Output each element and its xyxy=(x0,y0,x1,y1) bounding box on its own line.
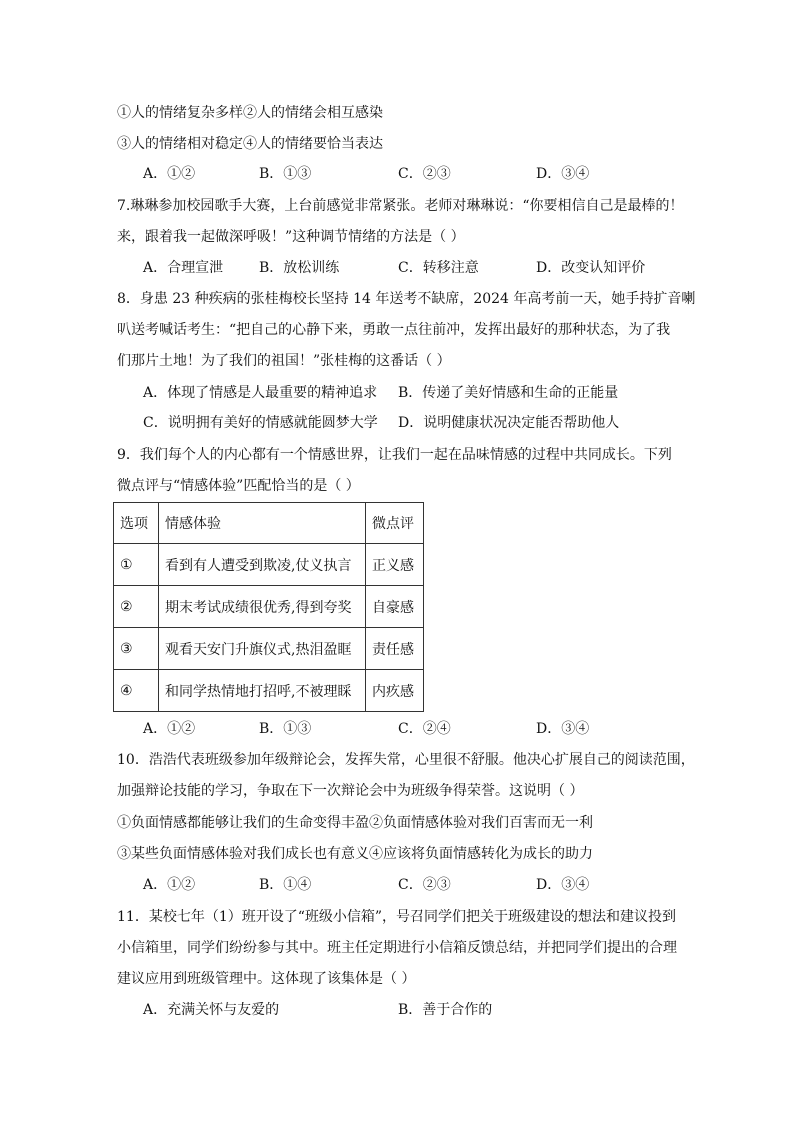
table-cell: ① xyxy=(114,544,159,586)
q11-stem-line-3: 建议应用到班级管理中。这体现了该集体是（ ） xyxy=(117,971,416,987)
table-cell: ④ xyxy=(114,670,159,712)
table-cell: 观看天安门升旗仪式,热泪盈眶 xyxy=(159,628,366,670)
q6-option-b[interactable]: B．①③ xyxy=(259,166,312,182)
q10-option-b[interactable]: B．①④ xyxy=(259,877,312,893)
q10-statements-2: ③某些负面情感体验对我们成长也有意义④应该将负面情感转化为成长的助力 xyxy=(117,846,593,862)
table-header-cell: 情感体验 xyxy=(159,503,366,544)
q8-stem-line-2: 叭送考喊话考生：“把自己的心静下来，勇敢一点往前冲，发挥出最好的那种状态，为了我 xyxy=(117,322,671,338)
q11-option-b[interactable]: B．善于合作的 xyxy=(398,1002,493,1018)
table-cell: 内疚感 xyxy=(366,670,424,712)
table-row xyxy=(114,670,424,712)
q6-statements-1: ①人的情绪复杂多样②人的情绪会相互感染 xyxy=(117,105,383,121)
q7-stem-line-1: 7.琳琳参加校园歌手大赛，上台前感觉非常紧张。老师对琳琳说：“你要相信自己是最棒的！ xyxy=(117,198,684,214)
table-header-row xyxy=(114,503,424,544)
q6-option-c[interactable]: C．②③ xyxy=(398,166,451,182)
q10-option-c[interactable]: C．②③ xyxy=(398,877,451,893)
q9-stem-line-1: 9．我们每个人的内心都有一个情感世界，让我们一起在品味情感的过程中共同成长。下列 xyxy=(117,447,672,463)
q7-stem-line-2: 来，跟着我一起做深呼吸！”这种调节情绪的方法是（ ） xyxy=(117,229,465,245)
table-row xyxy=(114,628,424,670)
q7-option-b[interactable]: B．放松训练 xyxy=(259,260,340,276)
q8-option-a[interactable]: A．体现了情感是人最重要的精神追求 xyxy=(143,385,378,401)
q6-option-d[interactable]: D．③④ xyxy=(536,166,590,182)
table-header-cell: 选项 xyxy=(114,503,159,544)
q9-option-b[interactable]: B．①③ xyxy=(259,721,312,737)
q8-option-d[interactable]: D．说明健康状况决定能否帮助他人 xyxy=(398,415,620,431)
table-header-cell: 微点评 xyxy=(366,503,424,544)
table-cell: 期末考试成绩很优秀,得到夸奖 xyxy=(159,586,366,628)
q10-stem-line-2: 加强辩论技能的学习，争取在下一次辩论会中为班级争得荣誉。这说明（ ） xyxy=(117,783,584,799)
table-cell: 自豪感 xyxy=(366,586,424,628)
table-cell: 正义感 xyxy=(366,544,424,586)
q9-option-a[interactable]: A．①② xyxy=(143,721,196,737)
q10-option-d[interactable]: D．③④ xyxy=(536,877,590,893)
q10-statements-1: ①负面情感都能够让我们的生命变得丰盈②负面情感体验对我们百害而无一利 xyxy=(117,815,593,831)
q11-stem-line-1: 11．某校七年（1）班开设了“班级小信箱”，号召同学们把关于班级建设的想法和建议投到 xyxy=(117,909,677,925)
table-cell: ② xyxy=(114,586,159,628)
q9-table xyxy=(113,502,424,712)
q6-option-a[interactable]: A．①② xyxy=(143,166,196,182)
table-cell: ③ xyxy=(114,628,159,670)
q9-option-d[interactable]: D．③④ xyxy=(536,721,590,737)
q8-option-b[interactable]: B．传递了美好情感和生命的正能量 xyxy=(398,385,619,401)
table-row xyxy=(114,544,424,586)
q6-statements-2: ③人的情绪相对稳定④人的情绪要恰当表达 xyxy=(117,136,383,152)
q11-option-a[interactable]: A．充满关怀与友爱的 xyxy=(143,1002,280,1018)
q7-option-d[interactable]: D．改变认知评价 xyxy=(536,260,646,276)
table-row xyxy=(114,586,424,628)
q8-stem-line-3: 们那片土地！为了我们的祖国！”张桂梅的这番话（ ） xyxy=(117,353,451,369)
table-cell: 和同学热情地打招呼,不被理睬 xyxy=(159,670,366,712)
q11-stem-line-2: 小信箱里，同学们纷纷参与其中。班主任定期进行小信箱反馈总结，并把同学们提出的合理 xyxy=(117,940,677,956)
q8-option-c[interactable]: C．说明拥有美好的情感就能圆梦大学 xyxy=(143,415,378,431)
table-cell: 责任感 xyxy=(366,628,424,670)
table-cell: 看到有人遭受到欺凌,仗义执言 xyxy=(159,544,366,586)
q8-stem-line-1: 8．身患 23 种疾病的张桂梅校长坚持 14 年送考不缺席，2024 年高考前一天，她手持扩音喇 xyxy=(117,291,696,307)
q9-option-c[interactable]: C．②④ xyxy=(398,721,451,737)
q10-stem-line-1: 10．浩浩代表班级参加年级辩论会，发挥失常，心里很不舒服。他决心扩展自己的阅读范围， xyxy=(117,752,695,768)
q7-option-c[interactable]: C．转移注意 xyxy=(398,260,479,276)
q7-option-a[interactable]: A．合理宣泄 xyxy=(143,260,224,276)
q9-stem-line-2: 微点评与“情感体验”匹配恰当的是（ ） xyxy=(117,478,360,494)
q10-option-a[interactable]: A．①② xyxy=(143,877,196,893)
